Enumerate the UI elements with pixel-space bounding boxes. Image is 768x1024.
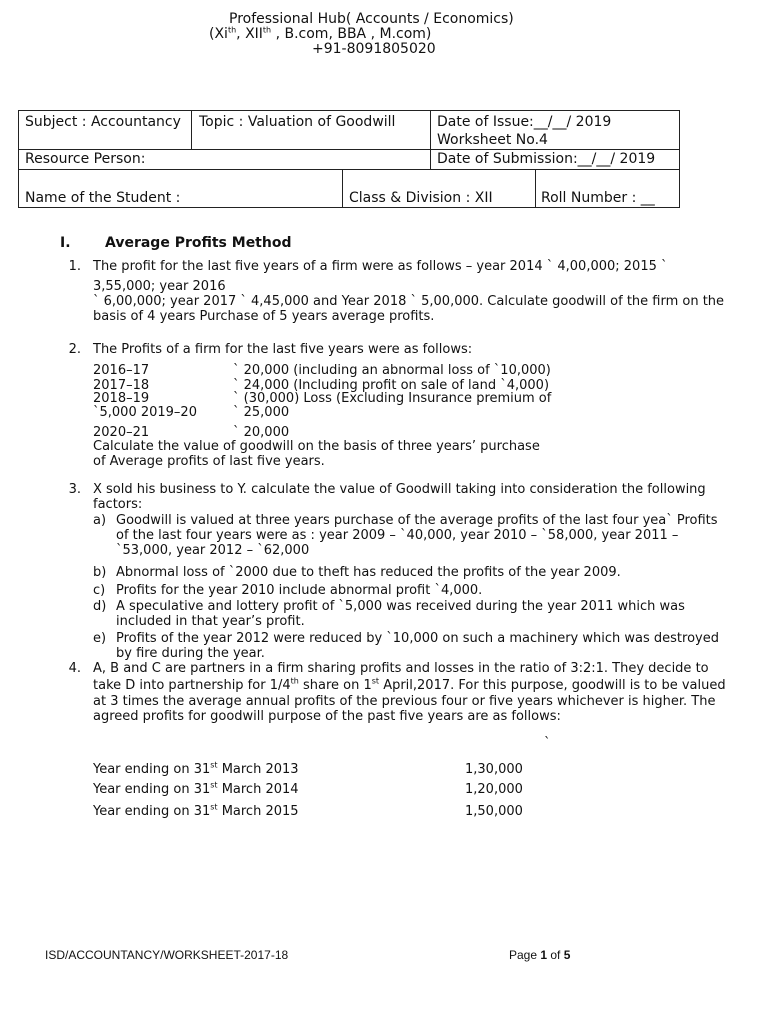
q3-intro: X sold his business to Y. calculate the value of Goodwill taking into consideration the following factors: [93, 482, 706, 512]
q2-closing: of Average profits of last five years. [93, 454, 325, 469]
q4-row-label: Year ending on 31st March 2013 [93, 760, 299, 777]
q4-row-amount: 1,30,000 [465, 762, 523, 777]
q2-value: ` 20,000 (including an abnormal loss of `10,000) [233, 363, 551, 378]
q4-line: agreed profits for goodwill purpose of the past five years are as follows: [93, 709, 561, 724]
currency-mark: ` [544, 736, 551, 751]
q4-row-label: Year ending on 31st March 2015 [93, 802, 299, 819]
q4-line: A, B and C are partners in a firm sharing profits and losses in the ratio of 3:2:1. They decide to [93, 661, 709, 676]
q3-item-label: e) [93, 631, 107, 646]
table-divider [342, 169, 343, 207]
header-phone: +91-8091805020 [312, 41, 436, 57]
section-number: I. [60, 235, 71, 251]
info-table [18, 110, 680, 208]
q2-year: 2016–17 [93, 363, 150, 378]
roll-number-cell: Roll Number : __ [541, 190, 655, 206]
q2-closing: Calculate the value of goodwill on the basis of three years’ purchase [93, 439, 540, 454]
q4-row-label: Year ending on 31st March 2014 [93, 780, 299, 797]
q2-year: `5,000 2019–20 [93, 405, 197, 420]
section-title: Average Profits Method [105, 235, 292, 251]
q2-value: ` 25,000 [233, 405, 290, 420]
q2-year: 2017–18 [93, 378, 150, 393]
q2-intro: The Profits of a firm for the last five years were as follows: [93, 342, 473, 357]
q3-item-text: A speculative and lottery profit of `5,000 was received during the year 2011 which was included in that year’s profit. [116, 599, 685, 629]
q3-item-text: Profits of the year 2012 were reduced by `10,000 on such a machinery which was destroyed by fire during the year. [116, 631, 719, 661]
page-indicator: Page 1 of 5 [509, 948, 571, 962]
question-number: 2. [68, 342, 81, 357]
question-number: 4. [68, 661, 81, 676]
q2-value: ` 24,000 (Including profit on sale of land `4,000) [233, 378, 550, 393]
table-divider [430, 111, 431, 169]
q4-line: take D into partnership for 1/4th share on 1st April,2017. For this purpose, goodwill is to be valued [93, 676, 726, 693]
table-divider [19, 169, 679, 170]
table-divider [535, 169, 536, 207]
student-name-cell: Name of the Student : [25, 190, 181, 206]
q2-year: 2018–19 [93, 391, 150, 406]
header-courses: ($Xi^{th}$, XIIth , B.com, BBA , M.com) [209, 25, 432, 42]
q3-item-label: a) [93, 513, 107, 528]
footer-code: ISD/ACCOUNTANCY/WORKSHEET-2017-18 [45, 948, 289, 962]
q3-item-label: c) [93, 583, 106, 598]
class-division-cell: Class & Division : XII [349, 190, 493, 206]
table-divider [19, 149, 679, 150]
q3-item-label: d) [93, 599, 107, 614]
q4-row-amount: 1,50,000 [465, 804, 523, 819]
q3-item-text: Goodwill is valued at three years purchase of the average profits of the last four yea` Profits of the last four years were as : year 2009 – `40,000, year 2010 – `58,000, year 2011 – `53,000, year 2012 – `62,000 [116, 513, 718, 558]
table-divider [191, 111, 192, 149]
worksheet-number: Worksheet No.4 [437, 132, 548, 148]
question-number: 3. [68, 482, 81, 497]
date-of-issue-cell: Date of Issue:__/__/ 2019 [437, 114, 612, 130]
question-number: 1. [68, 259, 81, 274]
q3-item-text: Abnormal loss of `2000 due to theft has reduced the profits of the year 2009. [116, 565, 621, 580]
q2-value: ` 20,000 [233, 425, 290, 440]
q1-line: The profit for the last five years of a firm were as follows – year 2014 ` 4,00,000; 2015 ` [93, 259, 668, 274]
subject-cell: Subject : Accountancy [25, 114, 181, 130]
date-of-submission-cell: Date of Submission:__/__/ 2019 [437, 151, 656, 167]
q1-line: 3,55,000; year 2016 [93, 279, 226, 294]
resource-person-cell: Resource Person: [25, 151, 146, 167]
q1-text: ` 6,00,000; year 2017 ` 4,45,000 and Year 2018 ` 5,00,000. Calculate goodwill of the firm on the basis of 4 years Purchase of 5 years average profits. [93, 294, 725, 324]
q3-item-text: Profits for the year 2010 include abnormal profit `4,000. [116, 583, 483, 598]
topic-cell: Topic : Valuation of Goodwill [199, 114, 396, 130]
q4-line: at 3 times the average annual profits of the previous four or five years whichever is higher. The [93, 694, 716, 709]
q2-year: 2020–21 [93, 425, 150, 440]
q3-item-label: b) [93, 565, 107, 580]
q2-value: ` (30,000) Loss (Excluding Insurance premium of [233, 391, 552, 406]
q4-row-amount: 1,20,000 [465, 782, 523, 797]
header-title: Professional Hub( Accounts / Economics) [229, 11, 514, 27]
